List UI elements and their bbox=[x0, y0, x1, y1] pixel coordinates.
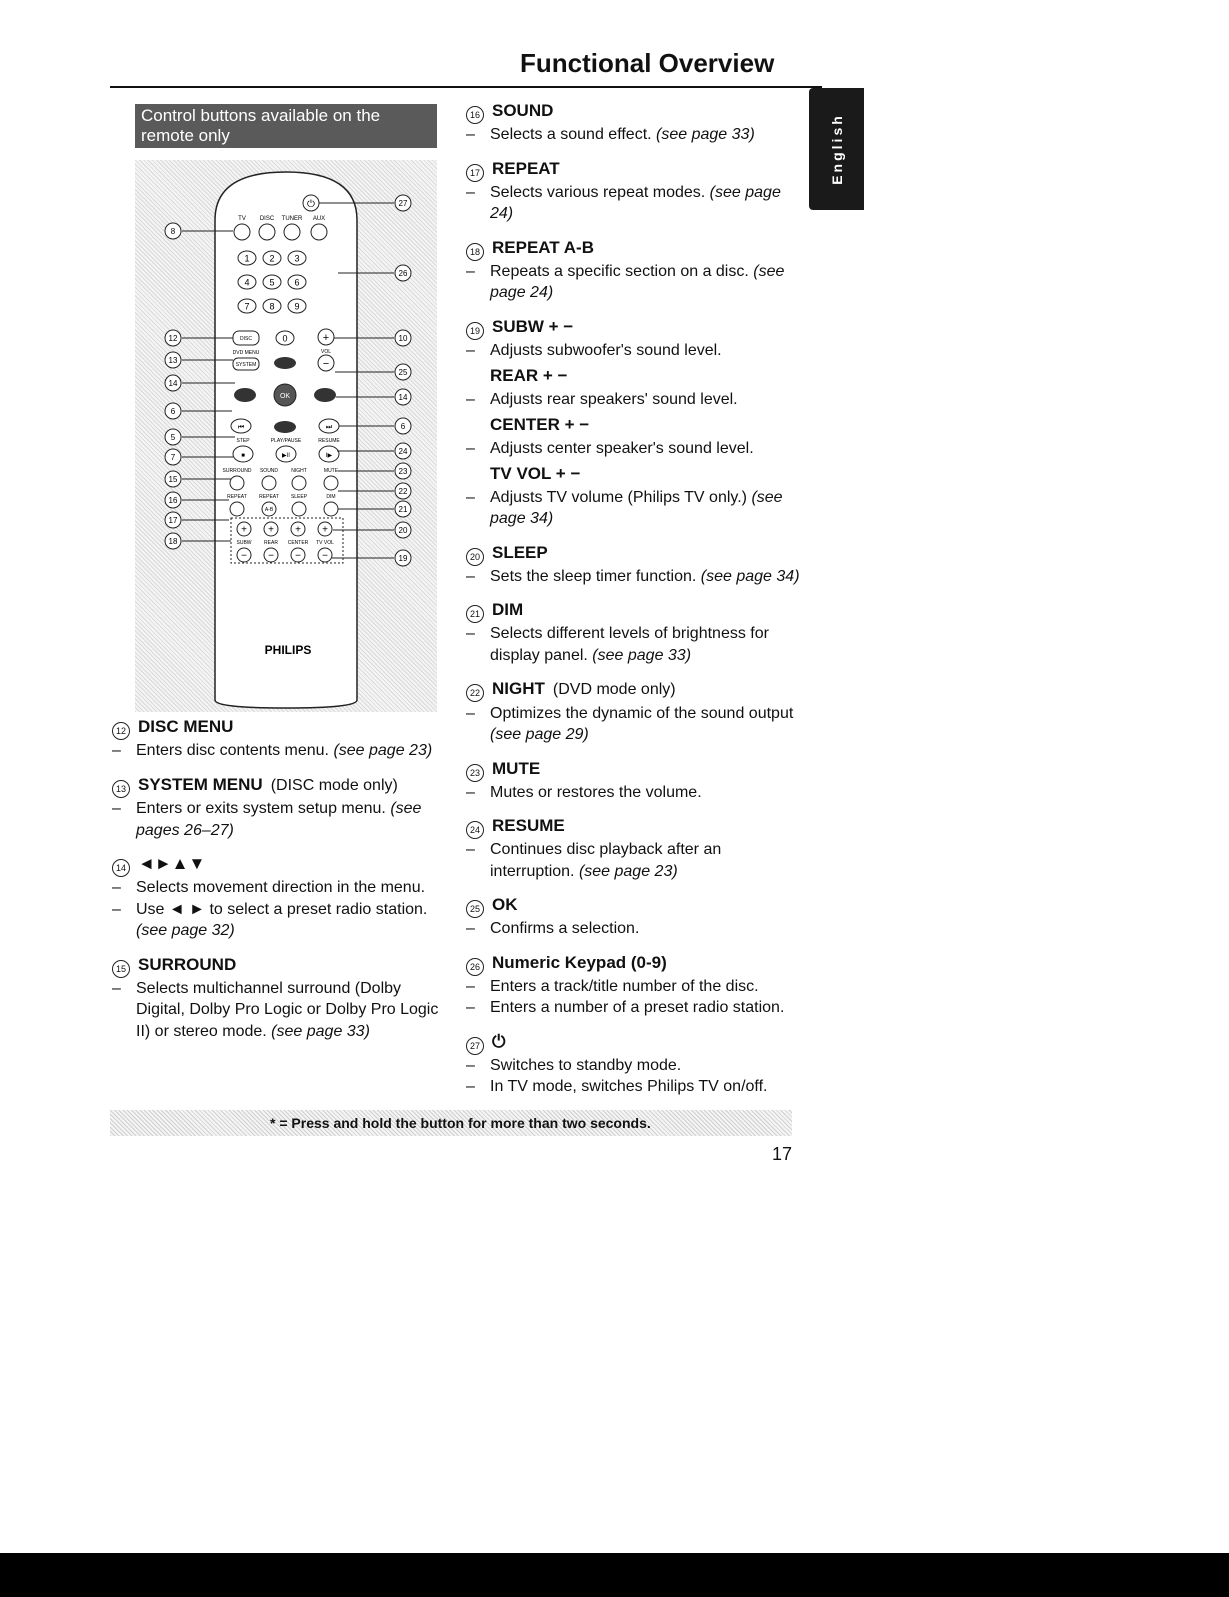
callout-number: 13 bbox=[168, 356, 178, 365]
plus-sign: + bbox=[295, 524, 301, 536]
keypad-digit: 3 bbox=[294, 253, 300, 264]
bullet-dash: – bbox=[466, 439, 475, 457]
description-text: Continues disc playback after an interruption. (see page 23) bbox=[490, 841, 722, 880]
entry-heading bbox=[466, 1031, 806, 1053]
page-number: 17 bbox=[772, 1144, 793, 1164]
description-text: Enters a track/title number of the disc. bbox=[490, 977, 759, 995]
transport-icon: ▶II bbox=[282, 453, 290, 459]
page-reference: (see page 24) bbox=[490, 262, 785, 301]
entry-title: DIM bbox=[492, 600, 524, 619]
vol-label: VOL bbox=[320, 349, 332, 355]
minus-sign: − bbox=[241, 550, 247, 562]
bullet-dash: – bbox=[466, 920, 475, 937]
entry-title: REPEAT A-B bbox=[492, 237, 594, 257]
source-button bbox=[284, 224, 300, 240]
description-line bbox=[466, 918, 806, 940]
callout-number: 27 bbox=[398, 199, 408, 208]
level-label: TV VOL bbox=[316, 540, 334, 546]
description-text: Adjusts subwoofer's sound level. bbox=[490, 341, 722, 359]
function-label: SOUND bbox=[259, 468, 279, 474]
entry-title: SUBW + − bbox=[492, 316, 574, 336]
page-reference: (see page 33) bbox=[271, 1022, 370, 1040]
keypad-digit: 9 bbox=[294, 301, 300, 312]
description-text: Use ◄ ► to select a preset radio station. (see page 32) bbox=[136, 900, 428, 939]
description-line bbox=[112, 978, 442, 1043]
transport-label: STEP bbox=[236, 438, 250, 444]
description-text: Selects various repeat modes. (see page 24) bbox=[490, 183, 781, 222]
callout-number: 21 bbox=[466, 605, 484, 623]
function-label: MUTE bbox=[323, 468, 339, 474]
nav-down-button bbox=[274, 421, 296, 433]
bullet-dash: – bbox=[112, 979, 121, 997]
entry-18 bbox=[466, 237, 806, 304]
entry-22 bbox=[466, 678, 806, 746]
entry-title: Numeric Keypad (0-9) bbox=[492, 952, 667, 972]
level-label: REAR bbox=[264, 540, 278, 546]
description-text: Mutes or restores the volume. bbox=[490, 783, 702, 801]
brand-logo: PHILIPS bbox=[264, 643, 312, 657]
nav-up-button bbox=[274, 357, 296, 369]
keypad-digit: 1 bbox=[244, 253, 250, 264]
entry-title: SLEEP bbox=[492, 542, 548, 562]
minus-sign: − bbox=[322, 550, 328, 562]
plus-sign: + bbox=[322, 332, 330, 344]
page-reference: (see page 33) bbox=[592, 646, 692, 664]
page-reference: (see page 33) bbox=[656, 126, 755, 143]
source-button bbox=[259, 224, 275, 240]
entry-heading bbox=[466, 100, 806, 122]
entry-heading bbox=[466, 542, 806, 564]
keypad-digit: 6 bbox=[294, 277, 300, 288]
description-line bbox=[466, 782, 806, 804]
page-reference: (see page 23) bbox=[578, 862, 678, 880]
source-button bbox=[311, 224, 327, 240]
section-banner: Control buttons available on the remote only bbox=[135, 104, 437, 148]
sub-entry-title: CENTER + − bbox=[490, 415, 590, 434]
function-button bbox=[292, 476, 306, 490]
entry-20 bbox=[466, 542, 806, 588]
page-reference: (see page 24) bbox=[490, 183, 781, 222]
callout-number: 17 bbox=[168, 516, 178, 525]
callout-number: 22 bbox=[466, 684, 484, 702]
bullet-dash: – bbox=[112, 800, 121, 817]
description-text: Repeats a specific section on a disc. (see page 24) bbox=[490, 262, 785, 301]
ok-label: OK bbox=[279, 393, 291, 400]
page-reference: (see pages 26–27) bbox=[136, 800, 422, 839]
callout-number: 18 bbox=[168, 537, 178, 546]
page-title: Functional Overview bbox=[520, 48, 775, 78]
callout-number: 23 bbox=[398, 467, 408, 476]
entry-title: REPEAT bbox=[492, 158, 560, 178]
bullet-dash: – bbox=[466, 183, 475, 201]
bottom-bar bbox=[0, 1553, 1229, 1597]
keypad-digit: 5 bbox=[269, 277, 275, 288]
minus-sign: − bbox=[322, 358, 330, 370]
description-text: Enters a number of a preset radio station. bbox=[490, 999, 785, 1016]
callout-number: 19 bbox=[398, 554, 408, 563]
description-text: Enters or exits system setup menu. (see pages 26–27) bbox=[136, 800, 422, 839]
description-line bbox=[466, 182, 806, 225]
bullet-dash: – bbox=[466, 488, 475, 506]
callout-number: 19 bbox=[466, 322, 484, 340]
transport-label: PLAY/PAUSE bbox=[270, 438, 302, 444]
entry-title: SYSTEM MENU bbox=[138, 774, 263, 794]
entry-title: DISC MENU bbox=[138, 717, 234, 736]
description-line bbox=[466, 487, 806, 530]
description-text: Selects multichannel surround (Dolby Digital, Dolby Pro Logic or Dolby Pro Logic II) or stereo mode. (see page 33) bbox=[136, 979, 439, 1040]
callout-number: 12 bbox=[168, 334, 178, 343]
callout-number: 6 bbox=[400, 422, 406, 431]
transport-icon: I▶ bbox=[325, 453, 333, 459]
callout-number: 22 bbox=[398, 487, 408, 496]
callout-number: 17 bbox=[466, 164, 484, 182]
keypad-digit: 2 bbox=[269, 253, 275, 264]
entry-heading bbox=[466, 678, 806, 701]
entry-heading bbox=[466, 952, 806, 974]
description-line bbox=[466, 340, 806, 362]
system-label: SYSTEM bbox=[235, 362, 257, 368]
function-label: DIM bbox=[326, 494, 336, 500]
description-text: Adjusts TV volume (Philips TV only.) (see page 34) bbox=[490, 488, 783, 527]
bullet-dash: – bbox=[466, 390, 475, 408]
entry-heading bbox=[112, 853, 442, 875]
description-text: Switches to standby mode. bbox=[490, 1056, 682, 1074]
callout-number: 14 bbox=[168, 379, 178, 388]
entry-heading bbox=[466, 237, 806, 259]
description-text: Selects movement direction in the menu. bbox=[136, 879, 426, 896]
callout-number: 24 bbox=[398, 447, 408, 456]
previous-icon: ⏮ bbox=[237, 424, 245, 431]
power-symbol: ⏻ bbox=[307, 199, 315, 210]
description-text: Confirms a selection. bbox=[490, 920, 640, 937]
callout-number: 16 bbox=[466, 106, 484, 124]
bullet-dash: – bbox=[466, 341, 475, 359]
callout-number: 27 bbox=[466, 1037, 484, 1055]
description-text: Optimizes the dynamic of the sound output (see page 29) bbox=[490, 704, 794, 743]
entry-13 bbox=[112, 774, 442, 842]
right-column bbox=[466, 100, 806, 1110]
entry-note: (DISC mode only) bbox=[270, 776, 398, 794]
remote-control-diagram bbox=[135, 160, 437, 712]
bullet-dash: – bbox=[466, 704, 475, 722]
callout-number: 14 bbox=[398, 393, 408, 402]
bullet-dash: – bbox=[466, 262, 475, 280]
entry-27 bbox=[466, 1031, 806, 1098]
description-line bbox=[112, 899, 442, 942]
entry-heading bbox=[466, 758, 806, 780]
transport-icon: ■ bbox=[241, 453, 245, 459]
repeat-ab-label: A-B bbox=[264, 507, 274, 513]
source-label: TUNER bbox=[281, 216, 303, 222]
entry-title: RESUME bbox=[492, 816, 565, 835]
page-reference: (see page 23) bbox=[333, 742, 433, 759]
bullet-dash: – bbox=[112, 879, 121, 896]
callout-number: 18 bbox=[466, 243, 484, 261]
plus-sign: + bbox=[322, 524, 328, 536]
bullet-dash: – bbox=[466, 625, 475, 642]
function-button bbox=[292, 502, 306, 516]
description-text: Selects different levels of brightness for display panel. (see page 33) bbox=[490, 625, 769, 664]
remote-illustration bbox=[135, 160, 437, 712]
entry-heading bbox=[112, 716, 442, 738]
sub-entry-title: REAR + − bbox=[490, 366, 568, 385]
description-text: In TV mode, switches Philips TV on/off. bbox=[490, 1078, 768, 1095]
function-label: NIGHT bbox=[291, 468, 307, 474]
callout-number: 16 bbox=[168, 496, 178, 505]
entry-title: NIGHT bbox=[492, 679, 545, 698]
function-button bbox=[262, 476, 276, 490]
callout-number: 20 bbox=[398, 526, 408, 535]
left-column bbox=[112, 716, 442, 1054]
entry-heading bbox=[112, 774, 442, 797]
description-line bbox=[112, 798, 442, 841]
source-label: AUX bbox=[312, 216, 326, 222]
function-button bbox=[324, 502, 338, 516]
description-text: Adjusts rear speakers' sound level. bbox=[490, 390, 738, 408]
source-button bbox=[234, 224, 250, 240]
description-line bbox=[112, 740, 442, 762]
description-line bbox=[466, 997, 806, 1019]
bullet-dash: – bbox=[466, 999, 475, 1016]
description-text: Sets the sleep timer function. (see page 34) bbox=[490, 567, 800, 585]
callout-number: 15 bbox=[112, 960, 130, 978]
description-line bbox=[466, 389, 806, 411]
entry-note: (DVD mode only) bbox=[552, 681, 676, 698]
bullet-dash: – bbox=[466, 977, 475, 995]
callout-number: 20 bbox=[466, 548, 484, 566]
entry-title: ⏻ bbox=[492, 1031, 506, 1051]
plus-sign: + bbox=[268, 524, 274, 536]
bullet-dash: – bbox=[112, 742, 121, 759]
bullet-dash: – bbox=[466, 1056, 475, 1074]
bullet-dash: – bbox=[466, 1078, 475, 1095]
description-line bbox=[466, 261, 806, 304]
disc-label: DISC bbox=[240, 336, 252, 342]
description-line bbox=[466, 1076, 806, 1098]
page-reference: (see page 29) bbox=[490, 726, 589, 743]
description-line bbox=[466, 839, 806, 882]
description-line bbox=[112, 877, 442, 899]
callout-number: 23 bbox=[466, 764, 484, 782]
description-line bbox=[466, 623, 806, 666]
nav-left-button bbox=[234, 388, 256, 402]
entry-14 bbox=[112, 853, 442, 942]
entry-25 bbox=[466, 894, 806, 940]
bullet-dash: – bbox=[466, 783, 475, 801]
callout-number: 25 bbox=[466, 900, 484, 918]
keypad-digit: 0 bbox=[282, 333, 288, 344]
entry-16 bbox=[466, 100, 806, 146]
entry-title: ◄►▲▼ bbox=[138, 854, 206, 873]
entry-heading bbox=[466, 599, 806, 621]
entry-15 bbox=[112, 954, 442, 1043]
footer-note: * = Press and hold the button for more than two seconds. bbox=[270, 1115, 651, 1131]
sub-entry-title: TV VOL + − bbox=[490, 464, 581, 483]
callout-number: 25 bbox=[398, 368, 408, 377]
function-button bbox=[324, 476, 338, 490]
bullet-dash: – bbox=[466, 567, 475, 585]
entry-17 bbox=[466, 158, 806, 225]
callout-number: 14 bbox=[112, 859, 130, 877]
entry-title: SOUND bbox=[492, 101, 554, 120]
dvd-menu-label: DVD MENU bbox=[232, 350, 260, 356]
callout-number: 13 bbox=[112, 780, 130, 798]
callout-number: 6 bbox=[170, 407, 176, 416]
callout-number: 12 bbox=[112, 722, 130, 740]
source-label: TV bbox=[238, 216, 246, 222]
bullet-dash: – bbox=[466, 841, 475, 858]
bullet-dash: – bbox=[112, 900, 121, 918]
description-line bbox=[466, 703, 806, 746]
entry-title: MUTE bbox=[492, 758, 541, 778]
callout-number: 5 bbox=[170, 433, 176, 442]
nav-right-button bbox=[314, 388, 336, 402]
description-line bbox=[466, 124, 806, 146]
level-label: SUBW bbox=[236, 540, 252, 546]
entry-heading bbox=[112, 954, 442, 976]
description-line bbox=[466, 438, 806, 460]
language-tab: English bbox=[809, 88, 864, 210]
description-line bbox=[466, 976, 806, 998]
source-label: DISC bbox=[259, 216, 275, 222]
function-label: SLEEP bbox=[290, 494, 308, 500]
minus-sign: − bbox=[268, 550, 274, 562]
function-button bbox=[230, 502, 244, 516]
entry-26 bbox=[466, 952, 806, 1019]
entry-title: SURROUND bbox=[138, 954, 237, 974]
entry-21 bbox=[466, 599, 806, 666]
function-label: REPEAT bbox=[227, 494, 247, 500]
callout-number: 24 bbox=[466, 821, 484, 839]
page-reference: (see page 32) bbox=[136, 922, 235, 939]
callout-number: 10 bbox=[398, 334, 408, 343]
callout-number: 8 bbox=[170, 227, 176, 236]
bullet-dash: – bbox=[466, 126, 475, 143]
keypad-digit: 4 bbox=[244, 277, 250, 288]
next-icon: ⏭ bbox=[325, 424, 333, 431]
keypad-digit: 8 bbox=[269, 301, 275, 312]
description-line bbox=[466, 1055, 806, 1077]
minus-sign: − bbox=[295, 550, 301, 562]
entry-heading bbox=[466, 894, 806, 916]
keypad-digit: 7 bbox=[244, 301, 250, 312]
entry-24 bbox=[466, 815, 806, 882]
level-label: CENTER bbox=[287, 540, 309, 546]
function-label: SURROUND bbox=[222, 468, 252, 474]
description-text: Enters disc contents menu. (see page 23) bbox=[136, 742, 433, 759]
title-rule bbox=[110, 86, 822, 88]
page-reference: (see page 34) bbox=[490, 488, 783, 527]
entry-heading bbox=[466, 158, 806, 180]
description-text: Selects a sound effect. (see page 33) bbox=[490, 126, 755, 143]
page-reference: (see page 34) bbox=[700, 567, 800, 585]
entry-heading bbox=[466, 815, 806, 837]
callout-number: 15 bbox=[168, 475, 178, 484]
callout-number: 7 bbox=[170, 453, 176, 462]
entry-23 bbox=[466, 758, 806, 804]
entry-19 bbox=[466, 316, 806, 530]
entry-title: OK bbox=[492, 895, 518, 914]
callout-number: 21 bbox=[398, 505, 408, 514]
entry-12 bbox=[112, 716, 442, 762]
callout-number: 26 bbox=[398, 269, 408, 278]
entry-heading bbox=[466, 316, 806, 338]
function-button bbox=[230, 476, 244, 490]
function-label: REPEAT bbox=[259, 494, 279, 500]
callout-number: 26 bbox=[466, 958, 484, 976]
description-line bbox=[466, 566, 806, 588]
description-text: Adjusts center speaker's sound level. bbox=[490, 439, 754, 457]
plus-sign: + bbox=[241, 524, 247, 536]
transport-label: RESUME bbox=[318, 438, 340, 444]
